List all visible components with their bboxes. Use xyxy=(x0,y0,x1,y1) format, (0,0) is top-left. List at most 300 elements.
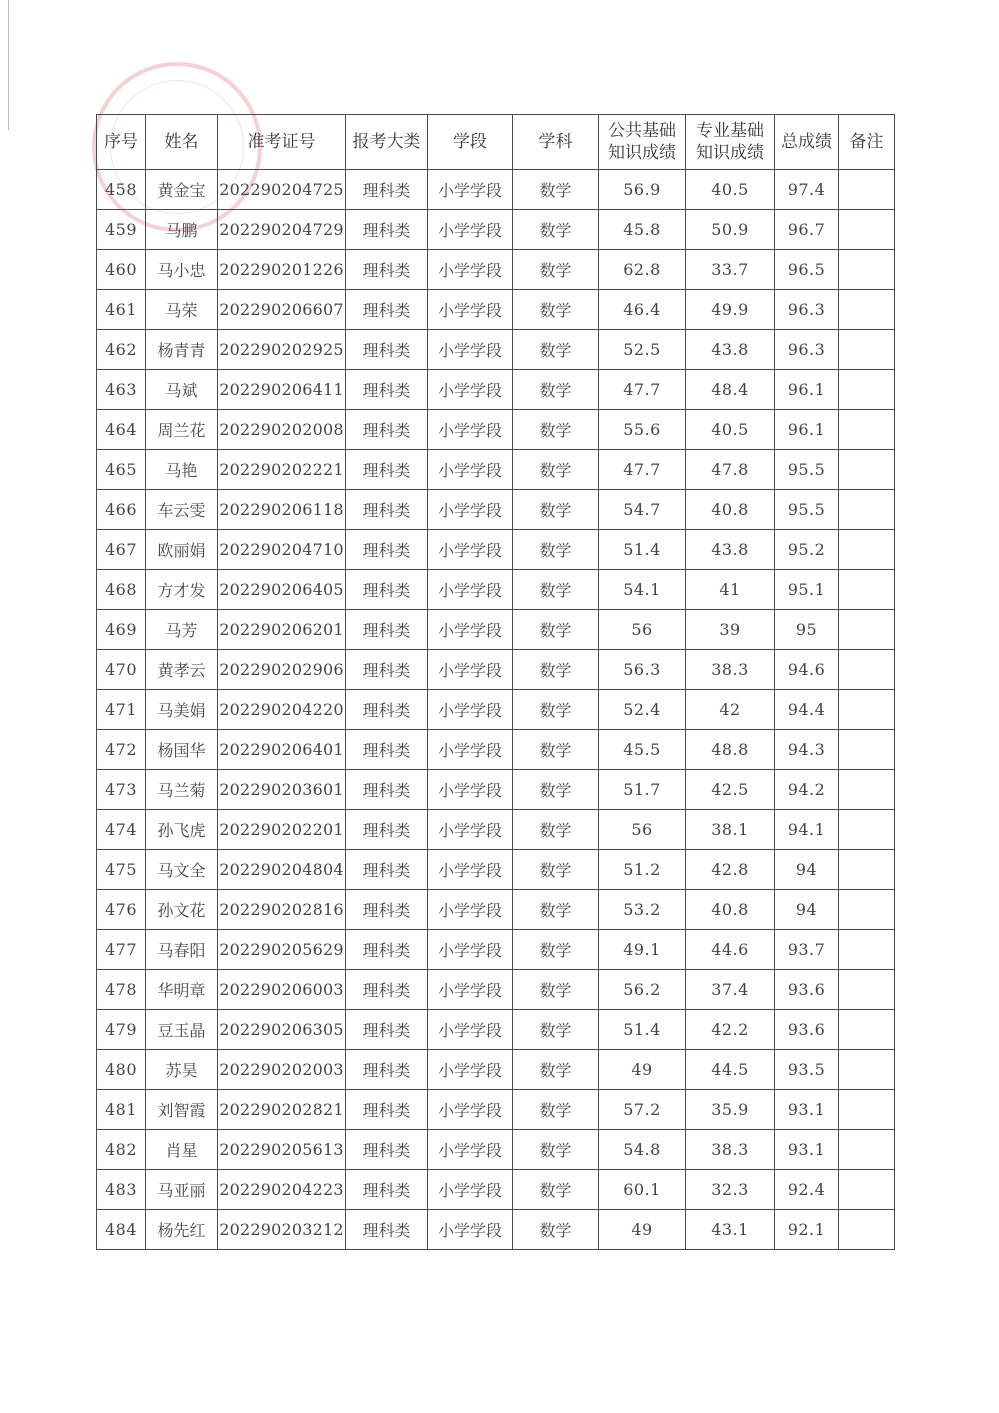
cell-total-score: 95.5 xyxy=(775,490,839,530)
cell-professional-score: 38.1 xyxy=(686,810,775,850)
cell-name: 欧丽娟 xyxy=(146,530,218,570)
cell-name: 肖星 xyxy=(146,1130,218,1170)
cell-professional-score: 40.8 xyxy=(686,890,775,930)
cell-total-score: 96.3 xyxy=(775,330,839,370)
header-row xyxy=(97,115,895,170)
cell-total-score: 95.2 xyxy=(775,530,839,570)
cell-seq: 467 xyxy=(97,530,146,570)
cell-subject: 数学 xyxy=(513,490,599,530)
cell-stage: 小学学段 xyxy=(428,690,513,730)
cell-remark xyxy=(839,1010,895,1050)
cell-stage: 小学学段 xyxy=(428,210,513,250)
cell-name: 马美娟 xyxy=(146,690,218,730)
cell-stage: 小学学段 xyxy=(428,1130,513,1170)
cell-subject: 数学 xyxy=(513,970,599,1010)
cell-total-score: 94.4 xyxy=(775,690,839,730)
cell-category: 理科类 xyxy=(346,530,428,570)
cell-professional-score: 47.8 xyxy=(686,450,775,490)
cell-seq: 468 xyxy=(97,570,146,610)
cell-remark xyxy=(839,650,895,690)
cell-category: 理科类 xyxy=(346,170,428,210)
cell-subject: 数学 xyxy=(513,1170,599,1210)
cell-seq: 475 xyxy=(97,850,146,890)
cell-subject: 数学 xyxy=(513,250,599,290)
cell-name: 华明章 xyxy=(146,970,218,1010)
cell-name: 马艳 xyxy=(146,450,218,490)
cell-subject: 数学 xyxy=(513,1210,599,1250)
cell-category: 理科类 xyxy=(346,250,428,290)
cell-total-score: 96.7 xyxy=(775,210,839,250)
cell-total-score: 96.1 xyxy=(775,410,839,450)
table-row xyxy=(97,410,895,450)
table-row xyxy=(97,1090,895,1130)
cell-name: 马荣 xyxy=(146,290,218,330)
table-row xyxy=(97,1010,895,1050)
cell-total-score: 97.4 xyxy=(775,170,839,210)
cell-exam-id: 202290206118 xyxy=(218,490,346,530)
cell-professional-score: 42 xyxy=(686,690,775,730)
cell-remark xyxy=(839,170,895,210)
cell-seq: 484 xyxy=(97,1210,146,1250)
table-row xyxy=(97,530,895,570)
cell-seq: 481 xyxy=(97,1090,146,1130)
cell-seq: 465 xyxy=(97,450,146,490)
cell-seq: 482 xyxy=(97,1130,146,1170)
cell-remark xyxy=(839,1170,895,1210)
cell-exam-id: 202290206405 xyxy=(218,570,346,610)
cell-subject: 数学 xyxy=(513,850,599,890)
cell-professional-score: 41 xyxy=(686,570,775,610)
table-row xyxy=(97,690,895,730)
cell-category: 理科类 xyxy=(346,1210,428,1250)
cell-seq: 471 xyxy=(97,690,146,730)
cell-remark xyxy=(839,890,895,930)
cell-professional-score: 35.9 xyxy=(686,1090,775,1130)
header-public-score: 公共基础 知识成绩 xyxy=(599,115,686,170)
cell-exam-id: 202290206305 xyxy=(218,1010,346,1050)
cell-exam-id: 202290205613 xyxy=(218,1130,346,1170)
cell-subject: 数学 xyxy=(513,1050,599,1090)
cell-subject: 数学 xyxy=(513,170,599,210)
cell-public-score: 52.4 xyxy=(599,690,686,730)
cell-seq: 476 xyxy=(97,890,146,930)
cell-professional-score: 38.3 xyxy=(686,1130,775,1170)
cell-total-score: 95.5 xyxy=(775,450,839,490)
table-row xyxy=(97,570,895,610)
cell-category: 理科类 xyxy=(346,770,428,810)
cell-name: 豆玉晶 xyxy=(146,1010,218,1050)
cell-seq: 462 xyxy=(97,330,146,370)
cell-exam-id: 202290202821 xyxy=(218,1090,346,1130)
cell-public-score: 54.8 xyxy=(599,1130,686,1170)
table-row xyxy=(97,930,895,970)
cell-professional-score: 32.3 xyxy=(686,1170,775,1210)
cell-category: 理科类 xyxy=(346,210,428,250)
cell-subject: 数学 xyxy=(513,650,599,690)
cell-category: 理科类 xyxy=(346,650,428,690)
cell-exam-id: 202290206401 xyxy=(218,730,346,770)
cell-public-score: 47.7 xyxy=(599,450,686,490)
cell-exam-id: 202290204710 xyxy=(218,530,346,570)
cell-exam-id: 202290206411 xyxy=(218,370,346,410)
cell-professional-score: 39 xyxy=(686,610,775,650)
table-row xyxy=(97,730,895,770)
cell-name: 马斌 xyxy=(146,370,218,410)
table-row xyxy=(97,1050,895,1090)
cell-remark xyxy=(839,930,895,970)
cell-subject: 数学 xyxy=(513,690,599,730)
table-row xyxy=(97,890,895,930)
cell-public-score: 45.8 xyxy=(599,210,686,250)
cell-remark xyxy=(839,490,895,530)
cell-total-score: 94 xyxy=(775,890,839,930)
cell-category: 理科类 xyxy=(346,330,428,370)
cell-subject: 数学 xyxy=(513,570,599,610)
cell-stage: 小学学段 xyxy=(428,530,513,570)
cell-total-score: 92.4 xyxy=(775,1170,839,1210)
cell-category: 理科类 xyxy=(346,1090,428,1130)
cell-name: 苏昊 xyxy=(146,1050,218,1090)
cell-seq: 463 xyxy=(97,370,146,410)
cell-remark xyxy=(839,770,895,810)
cell-stage: 小学学段 xyxy=(428,1090,513,1130)
cell-name: 黄孝云 xyxy=(146,650,218,690)
header-total-score: 总成绩 xyxy=(775,115,839,170)
table-row xyxy=(97,170,895,210)
cell-total-score: 96.3 xyxy=(775,290,839,330)
score-table xyxy=(96,114,895,1250)
scan-edge-line xyxy=(8,0,9,130)
cell-seq: 483 xyxy=(97,1170,146,1210)
cell-public-score: 46.4 xyxy=(599,290,686,330)
cell-professional-score: 50.9 xyxy=(686,210,775,250)
cell-exam-id: 202290206607 xyxy=(218,290,346,330)
cell-professional-score: 40.8 xyxy=(686,490,775,530)
cell-category: 理科类 xyxy=(346,410,428,450)
cell-remark xyxy=(839,690,895,730)
cell-remark xyxy=(839,810,895,850)
cell-name: 杨国华 xyxy=(146,730,218,770)
cell-stage: 小学学段 xyxy=(428,450,513,490)
cell-category: 理科类 xyxy=(346,970,428,1010)
cell-exam-id: 202290202008 xyxy=(218,410,346,450)
cell-category: 理科类 xyxy=(346,610,428,650)
cell-professional-score: 37.4 xyxy=(686,970,775,1010)
cell-subject: 数学 xyxy=(513,330,599,370)
table-row xyxy=(97,250,895,290)
cell-seq: 477 xyxy=(97,930,146,970)
cell-seq: 479 xyxy=(97,1010,146,1050)
cell-remark xyxy=(839,330,895,370)
cell-total-score: 93.1 xyxy=(775,1090,839,1130)
cell-name: 方才发 xyxy=(146,570,218,610)
table-row xyxy=(97,370,895,410)
table-row xyxy=(97,330,895,370)
cell-stage: 小学学段 xyxy=(428,650,513,690)
cell-remark xyxy=(839,1210,895,1250)
cell-exam-id: 202290201226 xyxy=(218,250,346,290)
cell-public-score: 51.7 xyxy=(599,770,686,810)
cell-remark xyxy=(839,210,895,250)
header-name: 姓名 xyxy=(146,115,218,170)
cell-remark xyxy=(839,250,895,290)
cell-total-score: 93.1 xyxy=(775,1130,839,1170)
cell-public-score: 56.9 xyxy=(599,170,686,210)
cell-name: 孙飞虎 xyxy=(146,810,218,850)
cell-stage: 小学学段 xyxy=(428,1210,513,1250)
cell-public-score: 51.4 xyxy=(599,530,686,570)
cell-category: 理科类 xyxy=(346,290,428,330)
cell-name: 黄金宝 xyxy=(146,170,218,210)
cell-subject: 数学 xyxy=(513,770,599,810)
cell-professional-score: 44.6 xyxy=(686,930,775,970)
cell-total-score: 94.6 xyxy=(775,650,839,690)
cell-category: 理科类 xyxy=(346,1130,428,1170)
cell-total-score: 93.5 xyxy=(775,1050,839,1090)
cell-category: 理科类 xyxy=(346,730,428,770)
cell-seq: 470 xyxy=(97,650,146,690)
cell-public-score: 51.4 xyxy=(599,1010,686,1050)
cell-public-score: 51.2 xyxy=(599,850,686,890)
header-remark: 备注 xyxy=(839,115,895,170)
cell-remark xyxy=(839,570,895,610)
cell-seq: 469 xyxy=(97,610,146,650)
cell-stage: 小学学段 xyxy=(428,850,513,890)
cell-professional-score: 40.5 xyxy=(686,410,775,450)
cell-category: 理科类 xyxy=(346,370,428,410)
cell-subject: 数学 xyxy=(513,450,599,490)
cell-stage: 小学学段 xyxy=(428,730,513,770)
table-row xyxy=(97,810,895,850)
cell-category: 理科类 xyxy=(346,690,428,730)
cell-remark xyxy=(839,290,895,330)
cell-seq: 461 xyxy=(97,290,146,330)
cell-remark xyxy=(839,610,895,650)
cell-public-score: 49 xyxy=(599,1210,686,1250)
cell-total-score: 94 xyxy=(775,850,839,890)
header-professional-score: 专业基础 知识成绩 xyxy=(686,115,775,170)
cell-exam-id: 202290206201 xyxy=(218,610,346,650)
cell-name: 马兰菊 xyxy=(146,770,218,810)
cell-public-score: 62.8 xyxy=(599,250,686,290)
cell-stage: 小学学段 xyxy=(428,930,513,970)
cell-name: 马鹏 xyxy=(146,210,218,250)
table-row xyxy=(97,1130,895,1170)
cell-seq: 474 xyxy=(97,810,146,850)
table-body xyxy=(97,170,895,1250)
cell-professional-score: 38.3 xyxy=(686,650,775,690)
table-row xyxy=(97,650,895,690)
cell-subject: 数学 xyxy=(513,410,599,450)
cell-total-score: 95.1 xyxy=(775,570,839,610)
cell-seq: 459 xyxy=(97,210,146,250)
cell-professional-score: 43.8 xyxy=(686,530,775,570)
cell-public-score: 57.2 xyxy=(599,1090,686,1130)
cell-stage: 小学学段 xyxy=(428,370,513,410)
cell-public-score: 49 xyxy=(599,1050,686,1090)
cell-stage: 小学学段 xyxy=(428,1050,513,1090)
table-row xyxy=(97,490,895,530)
cell-public-score: 45.5 xyxy=(599,730,686,770)
cell-public-score: 56 xyxy=(599,610,686,650)
cell-public-score: 47.7 xyxy=(599,370,686,410)
table-row xyxy=(97,1210,895,1250)
cell-professional-score: 42.2 xyxy=(686,1010,775,1050)
cell-professional-score: 43.1 xyxy=(686,1210,775,1250)
cell-total-score: 93.6 xyxy=(775,970,839,1010)
cell-professional-score: 40.5 xyxy=(686,170,775,210)
cell-subject: 数学 xyxy=(513,930,599,970)
cell-professional-score: 42.8 xyxy=(686,850,775,890)
cell-exam-id: 202290202925 xyxy=(218,330,346,370)
cell-professional-score: 42.5 xyxy=(686,770,775,810)
cell-stage: 小学学段 xyxy=(428,770,513,810)
cell-stage: 小学学段 xyxy=(428,1010,513,1050)
cell-name: 杨先红 xyxy=(146,1210,218,1250)
table-header xyxy=(97,115,895,170)
cell-subject: 数学 xyxy=(513,1130,599,1170)
cell-stage: 小学学段 xyxy=(428,1170,513,1210)
cell-seq: 478 xyxy=(97,970,146,1010)
cell-exam-id: 202290204804 xyxy=(218,850,346,890)
cell-seq: 473 xyxy=(97,770,146,810)
cell-seq: 458 xyxy=(97,170,146,210)
cell-subject: 数学 xyxy=(513,810,599,850)
cell-stage: 小学学段 xyxy=(428,290,513,330)
cell-name: 杨青青 xyxy=(146,330,218,370)
cell-total-score: 93.6 xyxy=(775,1010,839,1050)
cell-stage: 小学学段 xyxy=(428,490,513,530)
cell-seq: 464 xyxy=(97,410,146,450)
header-subject: 学科 xyxy=(513,115,599,170)
cell-remark xyxy=(839,1050,895,1090)
cell-name: 马芳 xyxy=(146,610,218,650)
cell-total-score: 96.1 xyxy=(775,370,839,410)
cell-name: 车云雯 xyxy=(146,490,218,530)
cell-public-score: 60.1 xyxy=(599,1170,686,1210)
cell-remark xyxy=(839,730,895,770)
cell-exam-id: 202290204725 xyxy=(218,170,346,210)
cell-exam-id: 202290204220 xyxy=(218,690,346,730)
cell-subject: 数学 xyxy=(513,1010,599,1050)
cell-name: 刘智霞 xyxy=(146,1090,218,1130)
cell-professional-score: 43.8 xyxy=(686,330,775,370)
cell-stage: 小学学段 xyxy=(428,250,513,290)
cell-exam-id: 202290205629 xyxy=(218,930,346,970)
cell-total-score: 94.2 xyxy=(775,770,839,810)
cell-category: 理科类 xyxy=(346,1170,428,1210)
cell-seq: 466 xyxy=(97,490,146,530)
cell-category: 理科类 xyxy=(346,450,428,490)
header-seq: 序号 xyxy=(97,115,146,170)
cell-professional-score: 48.8 xyxy=(686,730,775,770)
cell-public-score: 56.3 xyxy=(599,650,686,690)
cell-stage: 小学学段 xyxy=(428,890,513,930)
cell-total-score: 93.7 xyxy=(775,930,839,970)
cell-stage: 小学学段 xyxy=(428,170,513,210)
cell-public-score: 55.6 xyxy=(599,410,686,450)
cell-subject: 数学 xyxy=(513,610,599,650)
cell-category: 理科类 xyxy=(346,1010,428,1050)
cell-name: 马亚丽 xyxy=(146,1170,218,1210)
cell-exam-id: 202290203601 xyxy=(218,770,346,810)
cell-stage: 小学学段 xyxy=(428,570,513,610)
cell-name: 孙文花 xyxy=(146,890,218,930)
cell-name: 马文全 xyxy=(146,850,218,890)
cell-exam-id: 202290204729 xyxy=(218,210,346,250)
cell-remark xyxy=(839,450,895,490)
table-row xyxy=(97,450,895,490)
cell-total-score: 94.3 xyxy=(775,730,839,770)
cell-category: 理科类 xyxy=(346,850,428,890)
cell-stage: 小学学段 xyxy=(428,810,513,850)
cell-subject: 数学 xyxy=(513,890,599,930)
table-row xyxy=(97,770,895,810)
cell-exam-id: 202290202221 xyxy=(218,450,346,490)
cell-exam-id: 202290202816 xyxy=(218,890,346,930)
cell-public-score: 52.5 xyxy=(599,330,686,370)
table-row xyxy=(97,610,895,650)
cell-public-score: 54.7 xyxy=(599,490,686,530)
cell-subject: 数学 xyxy=(513,370,599,410)
cell-subject: 数学 xyxy=(513,210,599,250)
cell-remark xyxy=(839,970,895,1010)
cell-stage: 小学学段 xyxy=(428,410,513,450)
table-row xyxy=(97,290,895,330)
cell-subject: 数学 xyxy=(513,1090,599,1130)
cell-remark xyxy=(839,1090,895,1130)
cell-professional-score: 49.9 xyxy=(686,290,775,330)
cell-remark xyxy=(839,530,895,570)
table-row xyxy=(97,210,895,250)
cell-category: 理科类 xyxy=(346,490,428,530)
cell-category: 理科类 xyxy=(346,1050,428,1090)
cell-public-score: 54.1 xyxy=(599,570,686,610)
cell-remark xyxy=(839,850,895,890)
cell-exam-id: 202290202003 xyxy=(218,1050,346,1090)
cell-professional-score: 44.5 xyxy=(686,1050,775,1090)
cell-exam-id: 202290206003 xyxy=(218,970,346,1010)
cell-stage: 小学学段 xyxy=(428,330,513,370)
header-exam-id: 准考证号 xyxy=(218,115,346,170)
cell-category: 理科类 xyxy=(346,810,428,850)
cell-total-score: 95 xyxy=(775,610,839,650)
cell-professional-score: 33.7 xyxy=(686,250,775,290)
cell-category: 理科类 xyxy=(346,930,428,970)
cell-subject: 数学 xyxy=(513,290,599,330)
cell-total-score: 96.5 xyxy=(775,250,839,290)
cell-subject: 数学 xyxy=(513,730,599,770)
cell-remark xyxy=(839,370,895,410)
header-stage: 学段 xyxy=(428,115,513,170)
cell-seq: 480 xyxy=(97,1050,146,1090)
cell-total-score: 92.1 xyxy=(775,1210,839,1250)
cell-remark xyxy=(839,1130,895,1170)
cell-exam-id: 202290202201 xyxy=(218,810,346,850)
cell-public-score: 56 xyxy=(599,810,686,850)
cell-stage: 小学学段 xyxy=(428,970,513,1010)
cell-category: 理科类 xyxy=(346,570,428,610)
cell-exam-id: 202290204223 xyxy=(218,1170,346,1210)
cell-public-score: 53.2 xyxy=(599,890,686,930)
header-category: 报考大类 xyxy=(346,115,428,170)
cell-seq: 460 xyxy=(97,250,146,290)
cell-stage: 小学学段 xyxy=(428,610,513,650)
cell-exam-id: 202290203212 xyxy=(218,1210,346,1250)
cell-exam-id: 202290202906 xyxy=(218,650,346,690)
cell-public-score: 49.1 xyxy=(599,930,686,970)
cell-subject: 数学 xyxy=(513,530,599,570)
